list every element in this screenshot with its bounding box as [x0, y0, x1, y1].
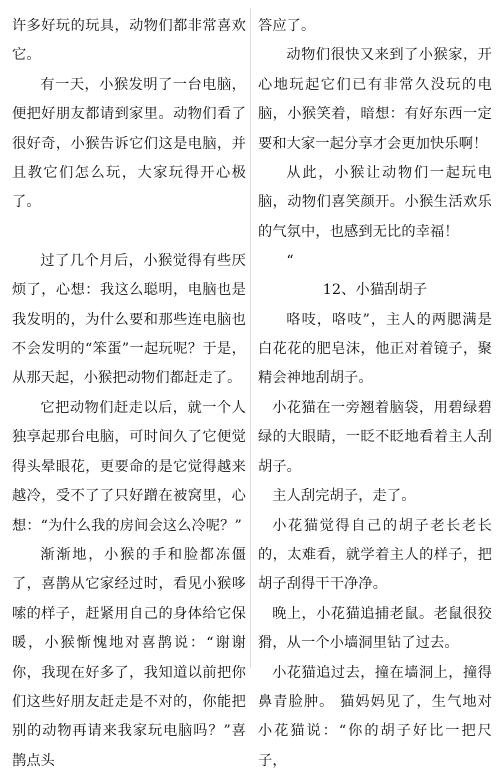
- story-title: 12、小猫刮胡子: [322, 282, 428, 299]
- paragraph: 动物们很快又来到了小猴家，开心地玩起它们已有非常久没玩的电脑，小猴笑着，暗想：有好东西一定要和大家一起分享才会更加快乐啊！: [258, 47, 492, 152]
- paragraph: 主人刮完胡子，走了。: [272, 488, 416, 505]
- paragraph: 过了几个月后，小猴觉得有些厌烦了，心想：我这么聪明，电脑也是我发明的，为什么要和那些连电脑也不会发明的“笨蛋”一起玩呢？于是，从那天起，小猴把动物们都赶走了。: [12, 252, 246, 387]
- paragraph: 有一天，小猴发明了一台电脑，便把好朋友都请到家里。动物们看了很好奇，小猴告诉它们这是电脑，并且教它们怎么玩，大家玩得开心极了。: [12, 76, 246, 211]
- paragraph: 它把动物们赶走以后，就一个人独享起那台电脑，可时间久了它便觉得头晕眼花，更要命的是它觉得越来越冷，受不了了只好蹭在被窝里，心想：“为什么我的房间会这么冷呢？”: [12, 399, 246, 534]
- paragraph-gap: [12, 218, 246, 247]
- column-divider: [250, 8, 251, 668]
- paragraph: 小花猫追过去，撞在墙洞上，撞得鼻青脸肿。 猫妈妈见了，生气地对小花猫说：“你的胡子好比一把尺子，: [258, 664, 492, 769]
- paragraph: 渐渐地，小猴的手和脸都冻僵了，喜鹊从它家经过时，看见小猴哆嗦的样子，赶紧用自己的身体给它保暖，小猴惭愧地对喜鹊说：“谢谢你，我现在好多了，我知道以前把你们这些好朋友赶走是不对的，你能把别的动物再请来我家玩电脑吗？”喜鹊点头: [12, 546, 246, 769]
- quote-mark: “: [286, 253, 294, 270]
- left-column: [12, 12, 246, 776]
- right-column: [258, 12, 492, 776]
- paragraph: 小花猫在一旁翘着脑袋，用碧绿碧绿的大眼睛，一眨不眨地看着主人刮胡子。: [258, 399, 492, 475]
- paragraph: 咯吱，咯吱”，主人的两腮满是白花花的肥皂沫，他正对着镜子，聚精会神地刮胡子。: [258, 311, 492, 387]
- paragraph: 从此，小猴让动物们一起玩电脑，动物们喜笑颜开。小猴生活欢乐的气氛中，也感到无比的幸福！: [258, 165, 492, 240]
- paragraph: 晚上，小花猫追捕老鼠。老鼠很狡猾，从一个小墙洞里钻了过去。: [258, 605, 492, 652]
- paragraph: 许多好玩的玩具，动物们都非常喜欢它。: [12, 18, 246, 64]
- paragraph: 小花猫觉得自己的胡子老长老长的，太难看，就学着主人的样子，把胡子刮得干干净净。: [258, 517, 492, 593]
- paragraph: 答应了。: [258, 18, 316, 34]
